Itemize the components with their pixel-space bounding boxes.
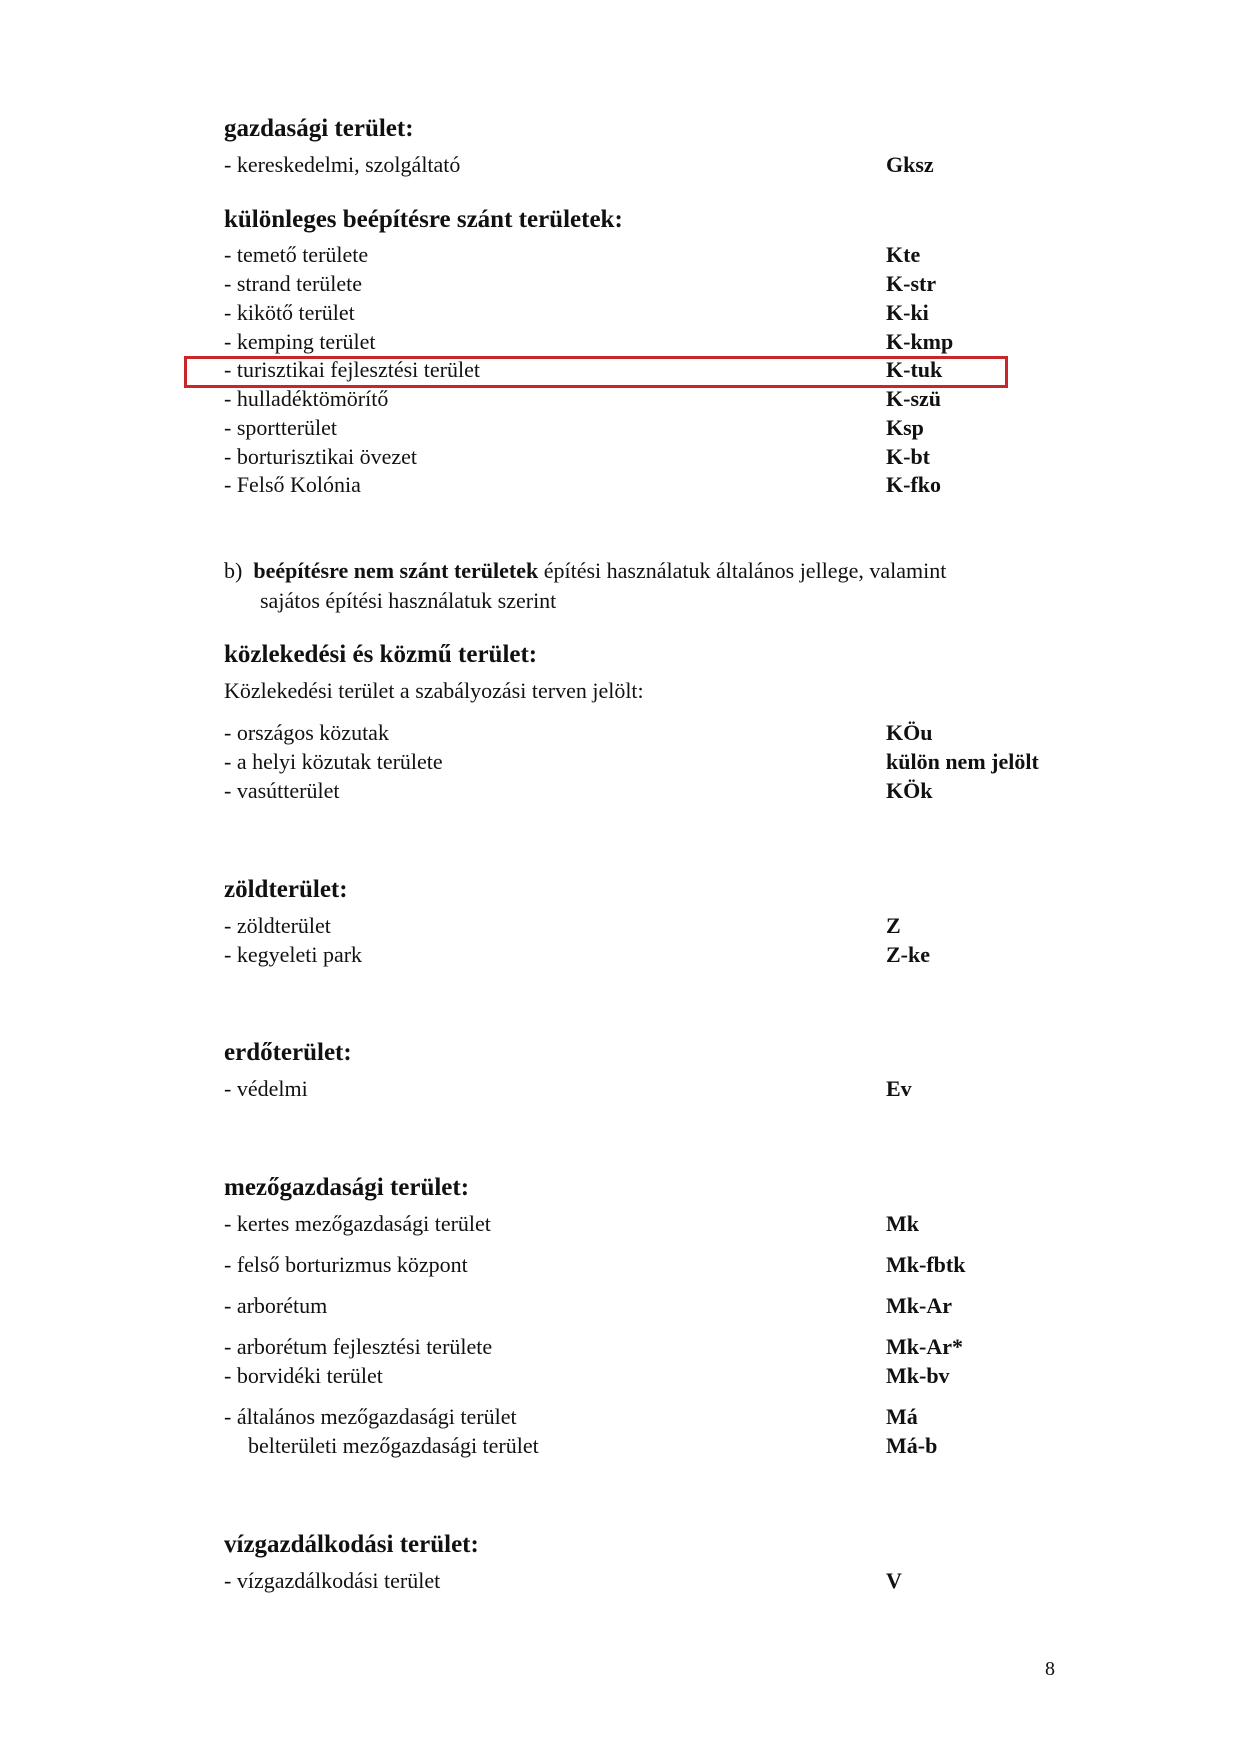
item-label: - vízgazdálkodási terület [224, 1568, 441, 1593]
item-label: - turisztikai fejlesztési terület [224, 357, 480, 382]
section-intro: Közlekedési terület a szabályozási terven jelölt: [224, 678, 644, 703]
heading-erdo: erdőterület: [224, 1039, 352, 1066]
item-code: Ev [886, 1076, 912, 1101]
item-code: K-bt [886, 444, 930, 469]
item-code: K-kmp [886, 329, 954, 354]
item-code: Má-b [886, 1433, 938, 1458]
heading-kozlekedesi: közlekedési és közmű terület: [224, 641, 538, 668]
heading-vizgazdalkodasi: vízgazdálkodási terület: [224, 1531, 479, 1558]
item-label: - borturisztikai övezet [224, 444, 418, 469]
item-code: Gksz [886, 152, 934, 177]
item-label: - sportterület [224, 415, 338, 440]
heading-mezogazdasagi: mezőgazdasági terület: [224, 1174, 470, 1201]
item-label: - borvidéki terület [224, 1363, 383, 1388]
paragraph-line2: sajátos építési használatuk szerint [260, 588, 557, 613]
item-code: Ksp [886, 415, 924, 440]
item-code: KÖk [886, 778, 933, 803]
item-code: Z-ke [886, 942, 930, 967]
item-label: - kegyeleti park [224, 942, 363, 967]
item-code: K-str [886, 271, 937, 296]
item-label: - védelmi [224, 1076, 308, 1101]
item-code: KÖu [886, 720, 933, 745]
item-label: - országos közutak [224, 720, 389, 745]
item-label: - hulladéktömörítő [224, 386, 389, 411]
item-code: K-fko [886, 472, 941, 497]
item-code: Má [886, 1404, 918, 1429]
item-code: K-szü [886, 386, 941, 411]
highlight-box [184, 356, 1008, 388]
item-code: Mk-Ar [886, 1293, 952, 1318]
item-label: - vasútterület [224, 778, 340, 803]
item-code: Mk [886, 1211, 919, 1236]
paragraph-prefix: b) [224, 558, 243, 583]
item-code: V [886, 1568, 902, 1593]
heading-gazdasagi: gazdasági terület: [224, 115, 414, 142]
heading-zold: zöldterület: [224, 876, 348, 903]
item-label: - általános mezőgazdasági terület [224, 1404, 517, 1429]
item-label: - temető területe [224, 242, 369, 267]
item-label: - zöldterület [224, 913, 331, 938]
item-label: - arborétum fejlesztési területe [224, 1334, 493, 1359]
item-code: külön nem jelölt [886, 749, 1039, 774]
item-label: - felső borturizmus központ [224, 1252, 468, 1277]
item-code: Mk-bv [886, 1363, 950, 1388]
item-label: - a helyi közutak területe [224, 749, 443, 774]
item-label: - kemping terület [224, 329, 376, 354]
item-label: - strand területe [224, 271, 363, 296]
paragraph-bold: beépítésre nem szánt területek [253, 558, 539, 583]
item-code: Mk-fbtk [886, 1252, 966, 1277]
item-code: Z [886, 913, 901, 938]
item-code: Mk-Ar* [886, 1334, 963, 1359]
paragraph-rest: építési használatuk általános jellege, valamint [538, 558, 947, 583]
paragraph-b [224, 556, 1094, 616]
item-label: belterületi mezőgazdasági terület [248, 1433, 539, 1458]
item-label: - arborétum [224, 1293, 328, 1318]
item-code: K-ki [886, 300, 929, 325]
item-label: - kertes mezőgazdasági terület [224, 1211, 491, 1236]
item-label: - kikötő terület [224, 300, 355, 325]
heading-kulonleges: különleges beépítésre szánt területek: [224, 206, 623, 233]
item-label: - kereskedelmi, szolgáltató [224, 152, 461, 177]
item-label: - Felső Kolónia [224, 472, 361, 497]
item-code: K-tuk [886, 357, 943, 382]
item-code: Kte [886, 242, 921, 267]
page-number: 8 [1045, 1658, 1055, 1680]
